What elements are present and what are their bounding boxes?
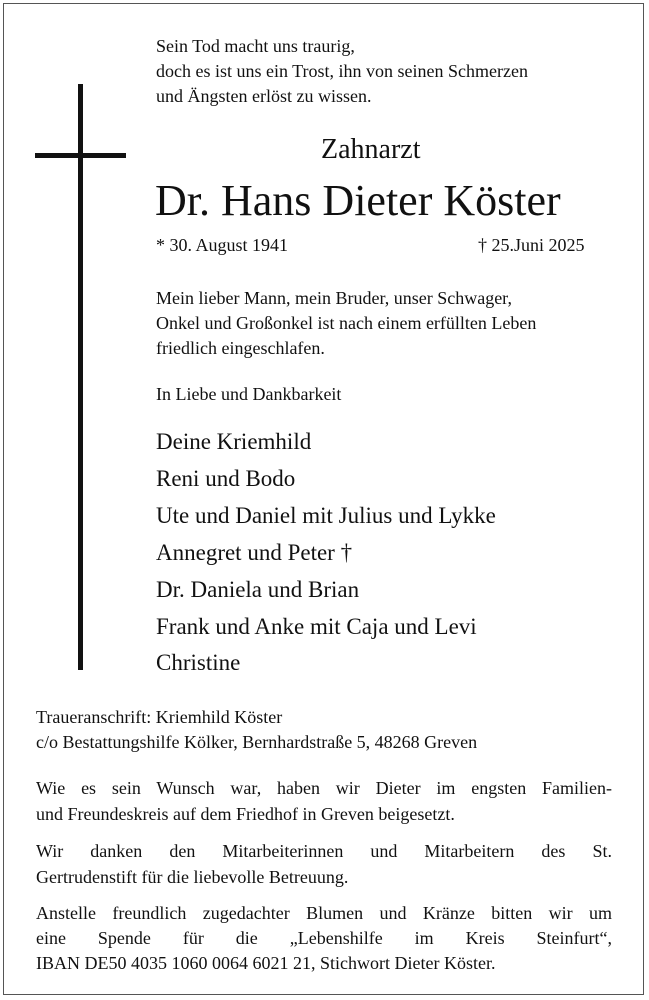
family-member: Annegret und Peter † <box>156 540 353 565</box>
closing-line: In Liebe und Dankbarkeit <box>156 384 342 404</box>
intro-line-1: Sein Tod macht uns traurig, <box>156 36 355 56</box>
notice-3-line-2: eine Spende für die „Lebenshilfe im Kreis Steinfurt“, <box>36 928 612 948</box>
profession-title: Zahnarzt <box>321 134 421 165</box>
message-line-3: friedlich eingeschlafen. <box>156 338 325 358</box>
death-date: † 25.Juni 2025 <box>478 235 585 255</box>
family-member: Reni und Bodo <box>156 466 296 491</box>
intro-line-3: und Ängsten erlöst zu wissen. <box>156 86 372 106</box>
notice-1-line-1: Wie es sein Wunsch war, haben wir Dieter im engsten Familien- <box>36 778 612 798</box>
notice-2-line-2: Gertrudenstift für die liebevolle Betreuung. <box>36 867 349 887</box>
intro-line-2: doch es ist uns ein Trost, ihn von seinen Schmerzen <box>156 61 528 81</box>
family-member: Ute und Daniel mit Julius und Lykke <box>156 503 496 528</box>
family-member: Frank und Anke mit Caja und Levi <box>156 614 477 639</box>
notice-3-line-3: IBAN DE50 4035 1060 0064 6021 21, Stichwort Dieter Köster. <box>36 953 496 973</box>
notice-3-line-1: Anstelle freundlich zugedachter Blumen und Kränze bitten wir um <box>36 903 612 923</box>
cross-vertical-bar <box>78 84 83 670</box>
message-line-2: Onkel und Großonkel ist nach einem erfüllten Leben <box>156 313 537 333</box>
birth-date: * 30. August 1941 <box>156 235 289 255</box>
cross-horizontal-bar <box>35 153 126 158</box>
family-member: Deine Kriemhild <box>156 429 312 454</box>
address-line-1: Traueranschrift: Kriemhild Köster <box>36 707 283 727</box>
notice-2-line-1: Wir danken den Mitarbeiterinnen und Mitarbeitern des St. <box>36 841 612 861</box>
deceased-name: Dr. Hans Dieter Köster <box>155 176 561 225</box>
family-member: Christine <box>156 650 241 675</box>
notice-1-line-2: und Freundeskreis auf dem Friedhof in Greven beigesetzt. <box>36 804 455 824</box>
family-member: Dr. Daniela und Brian <box>156 577 360 602</box>
message-line-1: Mein lieber Mann, mein Bruder, unser Schwager, <box>156 288 512 308</box>
address-line-2: c/o Bestattungshilfe Kölker, Bernhardstraße 5, 48268 Greven <box>36 732 478 752</box>
